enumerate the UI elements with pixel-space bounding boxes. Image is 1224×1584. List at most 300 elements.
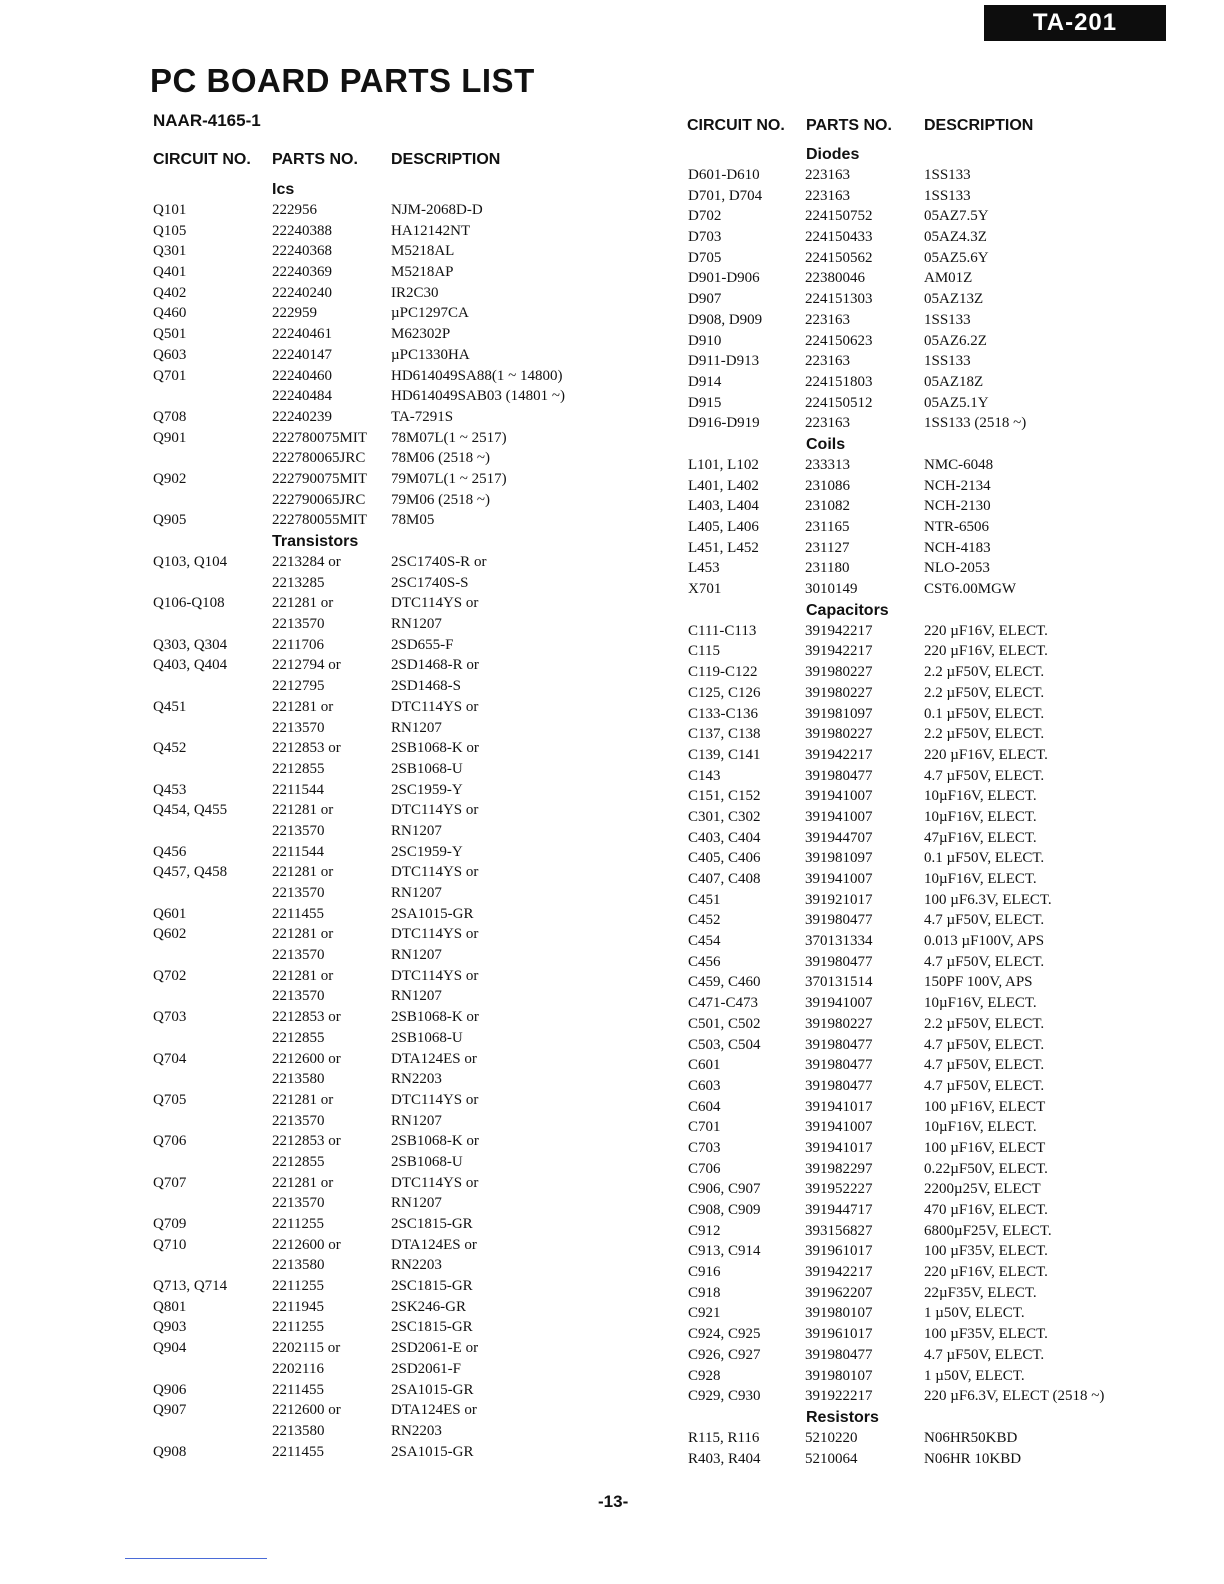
- parts-row: [153, 1028, 463, 1049]
- parts-no: 391941007: [805, 1119, 873, 1136]
- parts-row: [153, 780, 463, 801]
- parts-row: [153, 366, 563, 387]
- description: IR2C30: [391, 284, 439, 301]
- circuit-no: Q906: [153, 1381, 187, 1398]
- description: RN1207: [391, 1112, 442, 1129]
- description: AM01Z: [924, 270, 973, 287]
- parts-no: 391952227: [805, 1181, 873, 1198]
- parts-row: [153, 490, 490, 511]
- parts-row: [688, 455, 994, 476]
- parts-row: [688, 1200, 1048, 1221]
- circuit-no: C503, C504: [688, 1036, 761, 1053]
- parts-no: 391980477: [805, 953, 873, 970]
- parts-no: 221281 or: [272, 595, 334, 612]
- description: RN1207: [391, 947, 442, 964]
- parts-row: [688, 579, 1017, 600]
- circuit-no: Q454, Q455: [153, 802, 228, 819]
- description: N06HR 10KBD: [924, 1450, 1022, 1467]
- parts-no: 222790075MIT: [272, 470, 367, 487]
- parts-row: [688, 1055, 1045, 1076]
- parts-row: [688, 683, 1045, 704]
- description: µPC1297CA: [391, 305, 469, 322]
- parts-row: [688, 952, 1045, 973]
- circuit-no: C918: [688, 1284, 721, 1301]
- circuit-no: Q801: [153, 1298, 187, 1315]
- circuit-no: Q902: [153, 470, 187, 487]
- parts-no: 391980227: [805, 726, 873, 743]
- circuit-no: Q901: [153, 429, 187, 446]
- description: RN1207: [391, 822, 442, 839]
- parts-no: 2213580: [272, 1071, 325, 1088]
- parts-no: 5210064: [805, 1450, 858, 1467]
- description: 2SB1068-K or: [391, 740, 479, 757]
- description: 78M06 (2518 ~): [391, 450, 490, 467]
- parts-no: 391980477: [805, 1057, 873, 1074]
- description: 10µF16V, ELECT.: [924, 808, 1037, 825]
- parts-row: [153, 303, 469, 324]
- description: 220 µF16V, ELECT.: [924, 622, 1048, 639]
- description: 220 µF16V, ELECT.: [924, 1264, 1048, 1281]
- parts-row: [688, 1117, 1037, 1138]
- circuit-no: C407, C408: [688, 871, 761, 887]
- parts-row: [688, 1303, 1025, 1324]
- description: 2.2 µF50V, ELECT.: [924, 664, 1045, 681]
- circuit-no: C139, C141: [688, 746, 761, 763]
- parts-row: [153, 386, 565, 407]
- group-heading: Diodes: [806, 146, 860, 163]
- page-number: -13-: [598, 1492, 629, 1511]
- parts-row: [153, 842, 463, 863]
- parts-no: 2212853 or: [272, 740, 341, 757]
- parts-row: [153, 1338, 479, 1359]
- circuit-no: C459, C460: [688, 974, 761, 991]
- parts-row: [688, 186, 971, 207]
- description: 2.2 µF50V, ELECT.: [924, 726, 1045, 743]
- parts-row: [688, 993, 1037, 1014]
- description: 2SB1068-U: [391, 1029, 463, 1046]
- parts-no: 2211255: [272, 1216, 324, 1232]
- group-heading: Resistors: [806, 1408, 879, 1426]
- parts-no: 2213570: [272, 885, 325, 901]
- circuit-no: Q601: [153, 905, 187, 922]
- description: µPC1330HA: [391, 346, 470, 363]
- circuit-no: Q451: [153, 698, 187, 715]
- circuit-no: C701: [688, 1119, 721, 1136]
- parts-no: 2212600 or: [272, 1236, 341, 1253]
- description: DTC114YS or: [391, 595, 479, 612]
- parts-no: 391961017: [805, 1326, 873, 1343]
- board-id: NAAR-4165-1: [153, 111, 261, 130]
- parts-row: [688, 558, 990, 579]
- circuit-no: C929, C930: [688, 1388, 761, 1405]
- description: 78M05: [391, 512, 435, 529]
- description: 10µF16V, ELECT.: [924, 871, 1037, 887]
- parts-row: [153, 759, 463, 780]
- parts-row: [688, 1283, 1037, 1304]
- circuit-no: C926, C927: [688, 1346, 761, 1363]
- description: 1SS133: [924, 187, 971, 204]
- circuit-no: R115, R116: [688, 1429, 760, 1446]
- description: 10µF16V, ELECT.: [924, 1119, 1037, 1136]
- parts-row: [688, 1262, 1048, 1283]
- parts-no: 2212600 or: [272, 1050, 341, 1067]
- parts-row: [153, 324, 451, 345]
- circuit-no: L453: [688, 560, 720, 577]
- parts-no: 2213570: [272, 822, 325, 839]
- description: 2SC1959-Y: [391, 781, 463, 798]
- parts-row: [153, 1255, 442, 1276]
- parts-no: 2212855: [272, 1029, 325, 1046]
- description: RN2203: [391, 1422, 442, 1439]
- parts-row: [688, 745, 1048, 766]
- circuit-no: D908, D909: [688, 311, 763, 328]
- description: NMC-6048: [924, 456, 994, 473]
- circuit-no: C924, C925: [688, 1326, 761, 1343]
- description: 4.7 µF50V, ELECT.: [924, 953, 1045, 970]
- description: 2SA1015-GR: [391, 1443, 474, 1460]
- description: 4.7 µF50V, ELECT.: [924, 767, 1045, 784]
- parts-row: [153, 1007, 479, 1028]
- circuit-no: C908, C909: [688, 1202, 761, 1218]
- parts-no: 393156827: [805, 1222, 873, 1239]
- parts-no: 391980227: [805, 1015, 873, 1032]
- description: 2SK246-GR: [391, 1298, 467, 1315]
- parts-row: [688, 828, 1037, 849]
- circuit-no: D911-D913: [688, 353, 760, 370]
- parts-row: [153, 1090, 479, 1111]
- parts-no: 391962207: [805, 1284, 873, 1301]
- description: 2SC1815-GR: [391, 1278, 473, 1295]
- parts-no: 2212855: [272, 760, 325, 777]
- parts-row: [153, 1297, 467, 1318]
- parts-row: [688, 517, 989, 538]
- left-header-circuit: CIRCUIT NO.: [153, 151, 251, 168]
- parts-no: 391961017: [805, 1243, 873, 1260]
- circuit-no: Q105: [153, 222, 187, 239]
- parts-row: [688, 1179, 1041, 1200]
- description: DTA124ES or: [391, 1236, 477, 1253]
- circuit-no: C451: [688, 891, 721, 908]
- description: RN1207: [391, 719, 442, 736]
- parts-no: 391942217: [805, 746, 873, 763]
- description: 4.7 µF50V, ELECT.: [924, 1346, 1045, 1363]
- parts-no: 231127: [805, 539, 850, 556]
- parts-no: 22240460: [272, 367, 332, 384]
- parts-no: 2211455: [272, 1381, 324, 1398]
- description: 1SS133: [924, 353, 971, 370]
- circuit-no: Q460: [153, 305, 187, 322]
- description: 0.22µF50V, ELECT.: [924, 1160, 1048, 1177]
- parts-no: 2212794 or: [272, 657, 341, 674]
- description: DTC114YS or: [391, 864, 479, 881]
- parts-no: 3010149: [805, 581, 858, 598]
- parts-no: 5210220: [805, 1429, 858, 1446]
- parts-row: [688, 227, 987, 248]
- description: DTC114YS or: [391, 1174, 479, 1191]
- parts-no: 2213570: [272, 947, 325, 964]
- parts-no: 391944717: [805, 1202, 873, 1218]
- circuit-no: C403, C404: [688, 829, 761, 846]
- circuit-no: Q501: [153, 326, 187, 343]
- circuit-no: L451, L452: [688, 539, 759, 556]
- description: 05AZ5.1Y: [924, 394, 989, 411]
- parts-row: [688, 1221, 1052, 1242]
- parts-no: 2213580: [272, 1257, 325, 1274]
- parts-row: [153, 883, 442, 904]
- description: RN1207: [391, 1195, 442, 1212]
- circuit-no: C501, C502: [688, 1015, 761, 1032]
- circuit-no: C405, C406: [688, 850, 761, 867]
- description: 0.1 µF50V, ELECT.: [924, 705, 1045, 722]
- right-parts-list: [688, 144, 1105, 1469]
- description: 2SC1815-GR: [391, 1319, 473, 1336]
- description: 2SB1068-K or: [391, 1009, 479, 1026]
- parts-no: 2211255: [272, 1278, 324, 1295]
- parts-row: [153, 986, 442, 1007]
- parts-row: [688, 1076, 1045, 1097]
- parts-row: [688, 1097, 1046, 1118]
- description: 2SB1068-K or: [391, 1133, 479, 1150]
- circuit-no: Q303, Q304: [153, 636, 228, 653]
- description: 0.1 µF50V, ELECT.: [924, 850, 1045, 867]
- description: 05AZ5.6Y: [924, 249, 989, 266]
- left-header-description: DESCRIPTION: [391, 151, 501, 168]
- description: RN1207: [391, 616, 442, 633]
- parts-no: 222780055MIT: [272, 512, 367, 529]
- description: 2SC1815-GR: [391, 1216, 473, 1232]
- description: DTC114YS or: [391, 1091, 479, 1108]
- parts-row: [688, 268, 973, 289]
- description: DTC114YS or: [391, 802, 479, 819]
- parts-row: [688, 1159, 1048, 1180]
- parts-no: 391941007: [805, 788, 873, 805]
- circuit-no: C912: [688, 1222, 721, 1239]
- description: 05AZ4.3Z: [924, 229, 987, 246]
- circuit-no: Q908: [153, 1443, 187, 1460]
- parts-row: [688, 496, 991, 517]
- circuit-no: Q905: [153, 512, 187, 529]
- parts-no: 2212853 or: [272, 1133, 341, 1150]
- description: 1SS133 (2518 ~): [924, 415, 1027, 432]
- parts-row: [688, 972, 1033, 993]
- parts-no: 223163: [805, 167, 850, 183]
- description: 100 µF6.3V, ELECT.: [924, 891, 1052, 908]
- parts-row: [153, 345, 470, 366]
- right-header-parts: PARTS NO.: [806, 117, 892, 134]
- parts-no: 391980477: [805, 912, 873, 929]
- parts-row: [688, 724, 1045, 745]
- parts-row: [688, 621, 1048, 642]
- description: DTC114YS or: [391, 926, 479, 943]
- description: HA12142NT: [391, 222, 471, 239]
- circuit-no: Q903: [153, 1319, 187, 1336]
- parts-no: 223163: [805, 353, 850, 370]
- parts-row: [153, 262, 454, 283]
- description: NLO-2053: [924, 560, 990, 577]
- circuit-no: L401, L402: [688, 477, 759, 494]
- description: 79M07L(1 ~ 2517): [391, 470, 507, 487]
- description: DTC114YS or: [391, 698, 479, 715]
- parts-no: 391941007: [805, 808, 873, 825]
- parts-row: [688, 351, 971, 372]
- description: 05AZ13Z: [924, 291, 984, 308]
- right-header-circuit: CIRCUIT NO.: [687, 117, 785, 134]
- circuit-no: C143: [688, 767, 721, 784]
- parts-no: 391941017: [805, 1139, 873, 1156]
- parts-row: [153, 510, 435, 531]
- description: 2SD1468-S: [391, 678, 462, 695]
- parts-row: [153, 966, 479, 987]
- parts-no: 2212855: [272, 1153, 325, 1170]
- parts-no: 2211455: [272, 905, 324, 922]
- circuit-no: Q706: [153, 1133, 187, 1150]
- description: 220 µF16V, ELECT.: [924, 746, 1048, 763]
- parts-no: 2211455: [272, 1443, 324, 1460]
- parts-no: 391980477: [805, 767, 873, 784]
- circuit-no: D915: [688, 394, 722, 411]
- parts-no: 391942217: [805, 643, 873, 660]
- parts-row: [688, 931, 1045, 952]
- parts-row: [153, 221, 471, 242]
- circuit-no: C454: [688, 933, 721, 950]
- description: 05AZ18Z: [924, 373, 984, 390]
- circuit-no: Q708: [153, 408, 187, 425]
- circuit-no: C703: [688, 1139, 721, 1156]
- circuit-no: L403, L404: [688, 498, 759, 515]
- circuit-no: C301, C302: [688, 808, 761, 825]
- parts-row: [153, 1152, 463, 1173]
- description: 2SC1740S-R or: [391, 554, 487, 570]
- circuit-no: Q710: [153, 1236, 187, 1253]
- page-title: PC BOARD PARTS LIST: [150, 62, 535, 99]
- parts-no: 224150562: [805, 249, 873, 266]
- description: 2SD655-F: [391, 636, 454, 653]
- circuit-no: Q457, Q458: [153, 864, 228, 881]
- parts-row: [688, 372, 984, 393]
- circuit-no: C133-C136: [688, 705, 759, 722]
- circuit-no: Q904: [153, 1340, 187, 1357]
- circuit-no: C151, C152: [688, 788, 761, 805]
- parts-row: [153, 200, 483, 221]
- circuit-no: Q705: [153, 1091, 187, 1108]
- circuit-no: Q603: [153, 346, 187, 363]
- circuit-no: Q701: [153, 367, 187, 384]
- parts-row: [153, 635, 454, 656]
- parts-no: 2213570: [272, 616, 325, 633]
- parts-no: 2212600 or: [272, 1402, 341, 1419]
- description: 47µF16V, ELECT.: [924, 829, 1037, 846]
- circuit-no: C906, C907: [688, 1181, 761, 1198]
- right-header-description: DESCRIPTION: [924, 117, 1034, 134]
- parts-no: 224150512: [805, 394, 873, 411]
- circuit-no: C471-C473: [688, 995, 759, 1012]
- parts-no: 22240461: [272, 326, 332, 343]
- parts-no: 22240388: [272, 222, 332, 239]
- parts-no: 2211706: [272, 636, 324, 653]
- parts-no: 221281 or: [272, 864, 334, 881]
- parts-no: 231086: [805, 477, 850, 494]
- circuit-no: C111-C113: [688, 622, 757, 639]
- parts-no: 391980107: [805, 1305, 873, 1322]
- parts-no: 221281 or: [272, 1174, 334, 1191]
- description: RN2203: [391, 1257, 442, 1274]
- description: 6800µF25V, ELECT.: [924, 1222, 1052, 1239]
- description: RN1207: [391, 885, 442, 901]
- parts-no: 222956: [272, 202, 317, 218]
- group-heading: Ics: [272, 181, 295, 198]
- parts-row: [153, 1214, 473, 1235]
- description: NTR-6506: [924, 519, 989, 535]
- circuit-no: D910: [688, 332, 722, 349]
- parts-no: 391922217: [805, 1388, 873, 1405]
- parts-row: [153, 821, 442, 842]
- description: 2SD1468-R or: [391, 657, 479, 674]
- description: HD614049SA88(1 ~ 14800): [391, 367, 563, 384]
- parts-row: [153, 1380, 474, 1401]
- circuit-no: D914: [688, 373, 722, 390]
- parts-row: [153, 904, 474, 925]
- parts-no: 224150623: [805, 332, 873, 349]
- parts-no: 2212795: [272, 678, 325, 695]
- parts-row: [153, 800, 479, 821]
- circuit-no: Q907: [153, 1402, 187, 1419]
- circuit-no: C125, C126: [688, 684, 761, 701]
- group-heading: Capacitors: [806, 601, 889, 619]
- circuit-no: R403, R404: [688, 1450, 761, 1467]
- parts-row: [153, 552, 487, 573]
- description: 2SA1015-GR: [391, 905, 474, 922]
- parts-row: [688, 393, 989, 414]
- parts-row: [688, 869, 1037, 890]
- description: NCH-2134: [924, 477, 991, 494]
- parts-row: [153, 1131, 479, 1152]
- description: 100 µF16V, ELECT: [924, 1098, 1046, 1115]
- parts-no: 221281 or: [272, 926, 334, 943]
- left-parts-list: [153, 179, 565, 1462]
- parts-row: [688, 476, 991, 497]
- circuit-no: Q704: [153, 1050, 187, 1067]
- parts-no: 231180: [805, 560, 850, 577]
- parts-no: 2202115 or: [272, 1340, 341, 1357]
- parts-row: [153, 945, 442, 966]
- circuit-no: D907: [688, 291, 722, 308]
- description: 100 µF35V, ELECT.: [924, 1243, 1048, 1260]
- parts-row: [153, 862, 479, 883]
- parts-no: 370131334: [805, 933, 873, 950]
- parts-no: 2211945: [272, 1298, 324, 1315]
- description: DTC114YS or: [391, 967, 479, 984]
- parts-row: [688, 662, 1045, 683]
- parts-row: [688, 766, 1045, 787]
- description: M5218AP: [391, 264, 454, 281]
- description: M62302P: [391, 326, 451, 343]
- description: 100 µF35V, ELECT.: [924, 1326, 1048, 1343]
- description: NJM-2068D-D: [391, 202, 483, 218]
- parts-no: 2213285: [272, 574, 325, 591]
- parts-row: [153, 1317, 473, 1338]
- parts-no: 391941017: [805, 1098, 873, 1115]
- parts-no: 223163: [805, 311, 850, 328]
- parts-no: 22380046: [805, 270, 865, 287]
- parts-no: 22240368: [272, 243, 332, 260]
- left-header-parts: PARTS NO.: [272, 151, 358, 168]
- parts-row: [153, 1173, 479, 1194]
- circuit-no: C452: [688, 912, 721, 929]
- parts-row: [153, 697, 479, 718]
- parts-no: 2211544: [272, 843, 324, 860]
- circuit-no: C921: [688, 1305, 721, 1322]
- model-tab: TA-201: [984, 5, 1166, 41]
